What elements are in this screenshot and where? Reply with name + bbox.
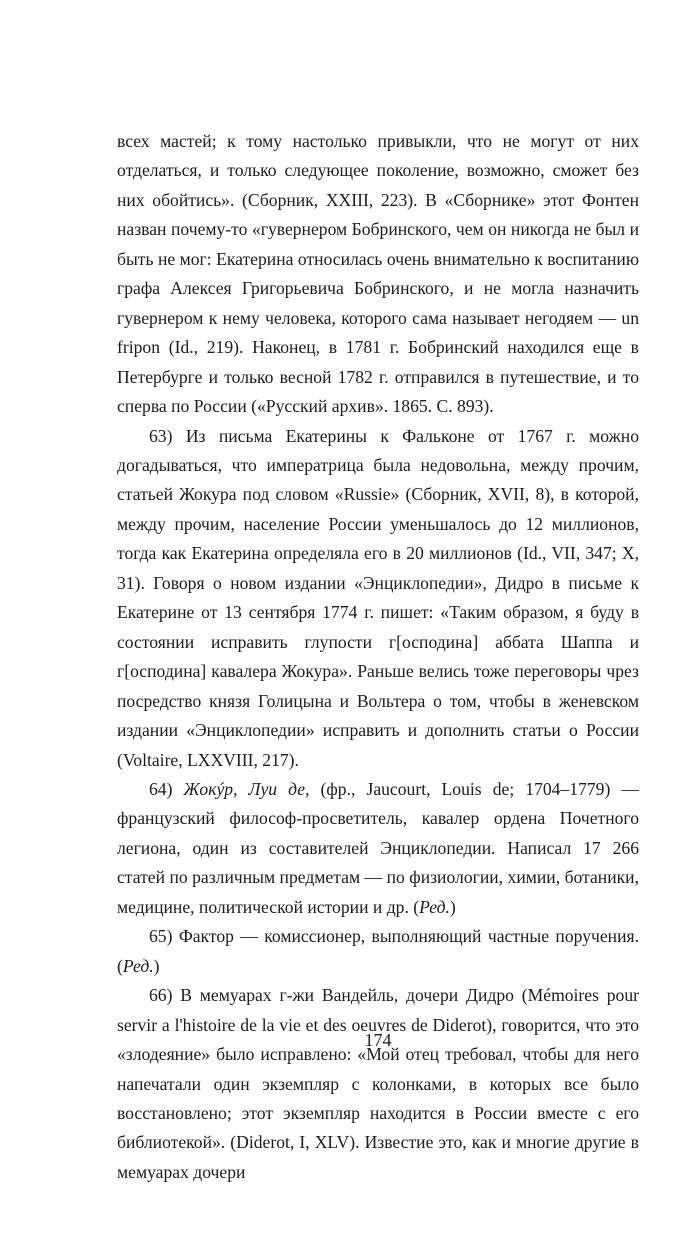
note-64-editor-mark: Ред.	[419, 896, 450, 917]
page-number: 174	[364, 1030, 392, 1050]
note-65-body: 65) Фактор — комиссионер, выполняющий частные поручения. (	[117, 926, 639, 976]
note-64	[117, 775, 639, 922]
note-65-editor-mark: Ред.	[122, 955, 154, 976]
paragraph-continuation: всех мастей; к тому настолько привыкли, что не могут от них отделаться, и только следующее поколение, возможно, сможет без них обойтись». (Сборник, XXIII, 223). В «Сборнике» этот Фонтен назван почему-то «гувернером Бобринского, чем он никогда не был и быть не мог: Екатерина относилась очень внимательно к воспитанию графа Алексея Григорьевича Бобринского, и не могла назначить гувернером к нему человека, которого сама называет негодяем — un fripon (Id., 219). Наконец, в 1781 г. Бобринский находился еще в Петербурге и только весной 1782 г. отправился в путешествие, и то сперва по России («Русский архив». 1865. С. 893).	[117, 131, 639, 417]
note-64-number: 64)	[149, 778, 173, 799]
note-64-close: )	[449, 896, 456, 917]
note-64-body: (фр., Jaucourt, Louis de; 1704–1779) — французский философ-просветитель, кавалер ордена Почетного легиона, один из составителей Энциклопедии. Написал 17 266 статей по различным предметам — по физиологии, химии, ботаники, медицине, политической истории и др. (	[117, 778, 639, 917]
note-65	[117, 922, 639, 981]
body-text	[117, 127, 639, 1187]
note-63: 63) Из письма Екатерины к Фальконе от 1767 г. можно догадываться, что императрица была недовольна, между прочим, статьей Жокура под словом «Russie» (Сборник, XVII, 8), в которой, между прочим, население России уменьшалось до 12 миллионов, тогда как Екатерина определяла его в 20 миллионов (Id., VII, 347; X, 31). Говоря о новом издании «Энциклопедии», Дидро в письме к Екатерине от 13 сентября 1774 г. пишет: «Таким образом, я буду в состоянии исправить глупости г[осподина] аббата Шаппа и г[осподина] кавалера Жокура». Раньше велись тоже переговоры чрез посредство князя Голицына и Вольтера о том, чтобы в женевском издании «Энциклопедии» исправить и дополнить статьи о России (Voltaire, LXXVIII, 217).	[117, 425, 639, 770]
note-65-close: )	[153, 955, 160, 976]
note-64-name: Жокýр, Луи де,	[183, 778, 310, 799]
note-66: 66) В мемуарах г-жи Вандейль, дочери Дидро (Mémoires pour servir a l'histoire de la vie et des oeuvres de Diderot), говорится, что это «злодеяние» было исправлено: «Мой отец требовал, чтобы для него напечатали один экземпляр с колонками, в которых все было восстановлено; этот экземпляр находится в России вместе с его библиотекой». (Diderot, I, XLV). Известие это, как и многие другие в мемуарах дочери	[117, 985, 639, 1182]
